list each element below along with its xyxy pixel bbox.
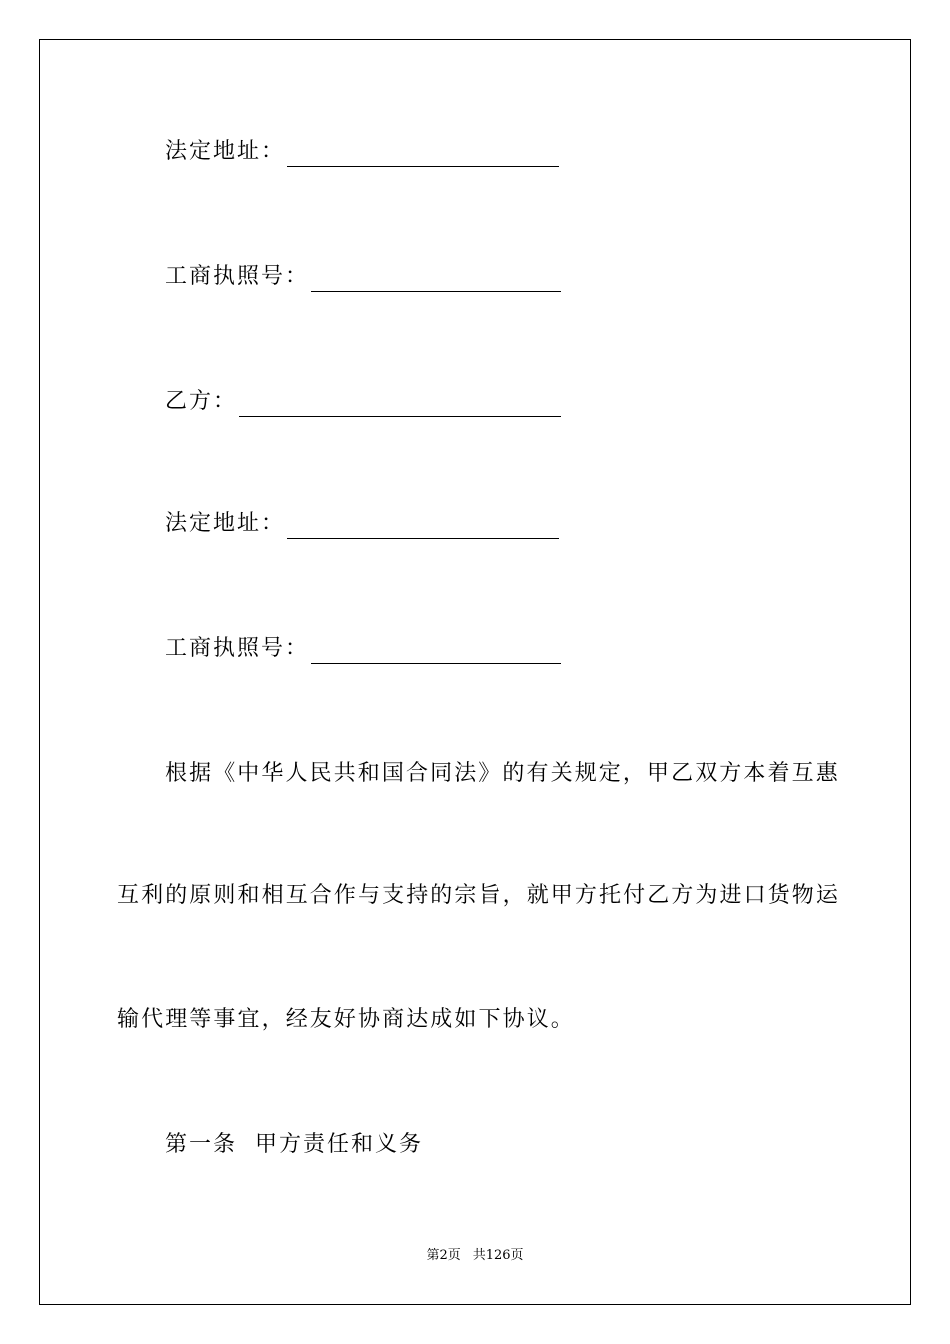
- article-heading: 第一条 甲方责任和义务: [165, 1132, 423, 1157]
- paragraph-line-3: 输代理等事宜，经友好协商达成如下协议。: [117, 1007, 575, 1032]
- fill-blank[interactable]: [239, 392, 561, 417]
- fill-blank[interactable]: [287, 142, 559, 167]
- field-business-license-a: [165, 262, 561, 292]
- field-label: 法定地址：: [165, 511, 286, 536]
- field-legal-address-b: [165, 509, 559, 539]
- page-frame: [39, 39, 911, 1305]
- paragraph-line-1: 根据《中华人民共和国合同法》的有关规定，甲乙双方本着互惠: [165, 761, 840, 786]
- field-label: 法定地址：: [165, 139, 286, 164]
- paragraph-line-2: 互利的原则和相互合作与支持的宗旨，就甲方托付乙方为进口货物运: [117, 883, 841, 908]
- fill-blank[interactable]: [311, 267, 561, 292]
- field-business-license-b: [165, 634, 561, 664]
- field-party-b: [165, 387, 561, 417]
- page-number: 第2页: [426, 1248, 461, 1263]
- field-label: 乙方：: [165, 389, 238, 414]
- fill-blank[interactable]: [311, 639, 561, 664]
- field-label: 工商执照号：: [165, 636, 310, 661]
- page-total: 共126页: [472, 1248, 524, 1263]
- fill-blank[interactable]: [287, 514, 559, 539]
- field-legal-address-a: [165, 137, 559, 167]
- page-footer: [0, 1247, 950, 1265]
- field-label: 工商执照号：: [165, 264, 310, 289]
